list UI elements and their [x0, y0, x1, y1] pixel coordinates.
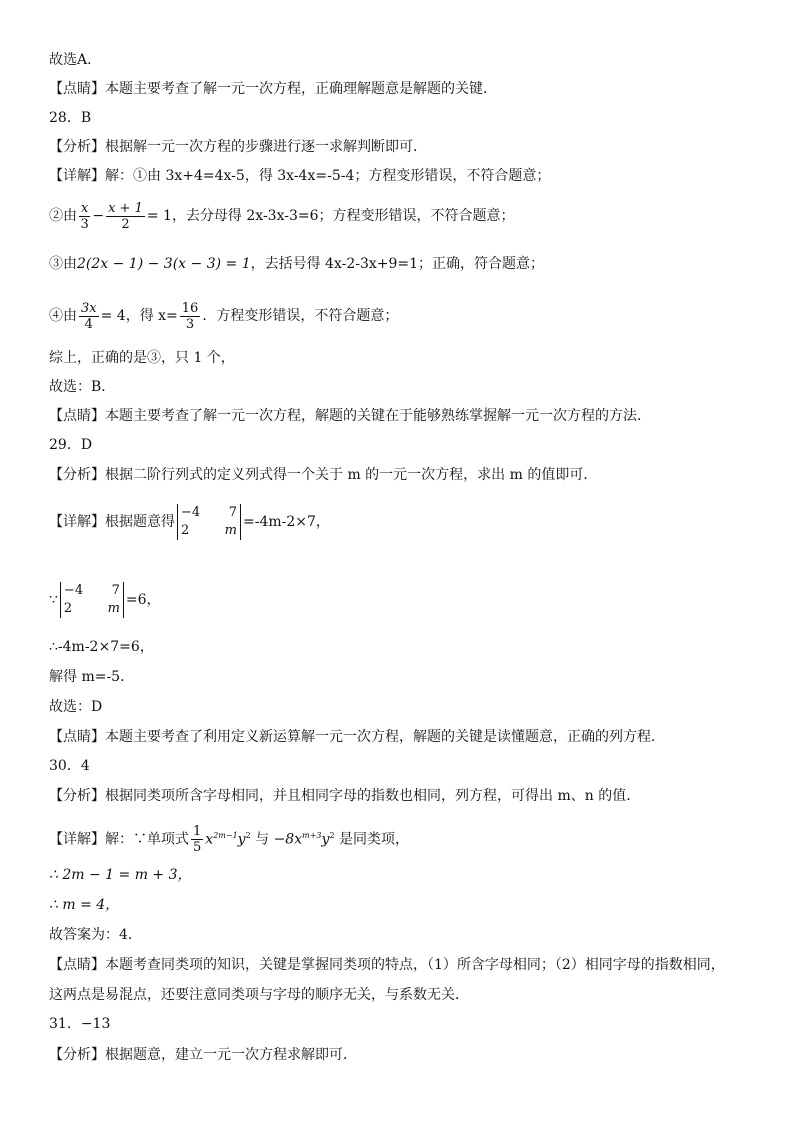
comment-30-line2: 这两点是易混点，还要注意同类项与字母的顺序无关，与系数无关．	[49, 987, 469, 1003]
denominator: 3	[185, 316, 195, 332]
det-a: −4	[63, 583, 84, 598]
detail29-prefix: 【详解】根据题意得	[49, 514, 175, 530]
det-d: m	[107, 601, 120, 616]
denominator: 4	[84, 316, 93, 332]
equals-six: =6，	[125, 592, 161, 608]
comment-29: 【点睛】本题主要考查了利用定义新运算解一元一次方程，解题的关键是读懂题意，正确的列方程．	[49, 729, 665, 745]
answer-28: 28．B	[49, 110, 92, 126]
choice-29: 故选：D	[49, 699, 103, 715]
fraction-1-over-5	[191, 824, 203, 855]
comment-28: 【点睛】本题主要考查了解一元一次方程，解题的关键在于能够熟练掌握解一元一次方程的方法．	[49, 408, 651, 424]
detail29-suffix: =-4m-2×7，	[243, 514, 330, 530]
analysis-28: 【分析】根据解一元一次方程的步骤进行逐一求解判断即可．	[49, 139, 427, 155]
analysis-29: 【分析】根据二阶行列式的定义列式得一个关于 m 的一元一次方程，求出 m 的值即可．	[49, 467, 598, 483]
det-d: m	[224, 523, 237, 538]
equation-29: ∴-4m-2×7=6，	[49, 639, 154, 655]
answer-statement-30: 故答案为：4．	[49, 927, 142, 943]
fraction-16-over-3	[180, 301, 201, 332]
summary-28: 综上，正确的是③，只 1 个，	[49, 350, 235, 366]
line-comment-27: 【点睛】本题主要考查了解一元一次方程，正确理解题意是解题的关键．	[49, 81, 497, 97]
choice-28: 故选：B．	[49, 379, 116, 395]
numerator: 1	[193, 824, 202, 840]
determinant-1	[177, 504, 241, 540]
solution-29: 解得 m=-5．	[49, 669, 135, 685]
detail-29-line2	[49, 580, 161, 620]
step3-prefix: ③由	[49, 256, 77, 272]
detail-28-step2	[49, 198, 515, 234]
fraction-3x-over-4	[79, 301, 99, 332]
because-symbol: ∵	[49, 592, 58, 608]
denominator: 2	[121, 216, 130, 232]
denominator: 3	[80, 216, 89, 232]
equals-one: = 1	[146, 208, 172, 224]
minus-sign: −	[92, 208, 105, 224]
monomial-2-y: y	[321, 831, 330, 848]
detail30-prefix: 【详解】解：∵单项式	[49, 831, 189, 848]
detail-30-line1	[49, 818, 409, 858]
exponent-m-plus-3: m+3	[302, 831, 322, 840]
det-b: 7	[111, 583, 120, 598]
monomial-1-x: x	[205, 831, 214, 848]
det-b: 7	[228, 505, 237, 520]
conjunction: 与	[255, 831, 270, 848]
exponent-2: 2	[245, 831, 251, 840]
detail-29-line1	[49, 502, 330, 542]
comment-30-line1: 【点睛】本题考查同类项的知识，关键是掌握同类项的特点，（1）所含字母相同；（2）相同字母的指数相同，	[49, 957, 725, 973]
line-conclusion-27: 故选A．	[49, 52, 102, 68]
step3-expression: 2(2x − 1) − 3(x − 3) = 1	[77, 256, 251, 272]
fraction-x-plus-1-over-2	[106, 201, 145, 232]
detail-28-step1: 【详解】解：①由 3x+4=4x-5，得 3x-4x=-5-4；方程变形错误，不符合题意；	[49, 168, 551, 184]
numerator: 16	[181, 300, 199, 316]
determinant-2	[60, 582, 124, 618]
denominator: 5	[193, 840, 202, 856]
numerator: x	[81, 200, 89, 216]
numerator: 3x	[81, 300, 97, 316]
det-c: 2	[63, 601, 73, 616]
monomial-2-coef: −8x	[273, 831, 303, 848]
det-a: −4	[181, 505, 201, 520]
exponent-2b: 2	[329, 831, 335, 840]
exponent-2m-1: 2m−1	[213, 831, 238, 840]
answer-31: 31．−13	[49, 1016, 111, 1032]
step4-mid: ，得 x=	[125, 308, 178, 324]
equals-four: = 4	[100, 308, 126, 324]
step2-suffix: ，去分母得 2x-3x-3=6；方程变形错误，不符合题意；	[171, 208, 515, 224]
analysis-31: 【分析】根据题意，建立一元一次方程求解即可．	[49, 1047, 357, 1063]
detail-28-step3	[49, 254, 544, 274]
monomial-1-y: y	[237, 831, 246, 848]
answer-29: 29．D	[49, 437, 93, 453]
solution-30: ∴ m = 4，	[49, 897, 120, 913]
answer-30: 30．4	[49, 758, 90, 774]
numerator: x + 1	[108, 200, 143, 216]
det-c: 2	[181, 523, 190, 538]
step3-suffix: ，去括号得 4x-2-3x+9=1；正确，符合题意；	[250, 256, 545, 272]
fraction-x-over-3	[79, 201, 90, 232]
step4-suffix: ．方程变形错误，不符合题意；	[202, 308, 399, 324]
step2-prefix: ②由	[49, 208, 77, 224]
detail30-suffix: 是同类项，	[334, 831, 409, 848]
equation-30: ∴ 2m − 1 = m + 3，	[49, 867, 192, 883]
detail-28-step4	[49, 298, 398, 334]
step4-prefix: ④由	[49, 308, 77, 324]
analysis-30: 【分析】根据同类项所含字母相同，并且相同字母的指数也相同，列方程，可得出 m、n 的值．	[49, 788, 641, 804]
